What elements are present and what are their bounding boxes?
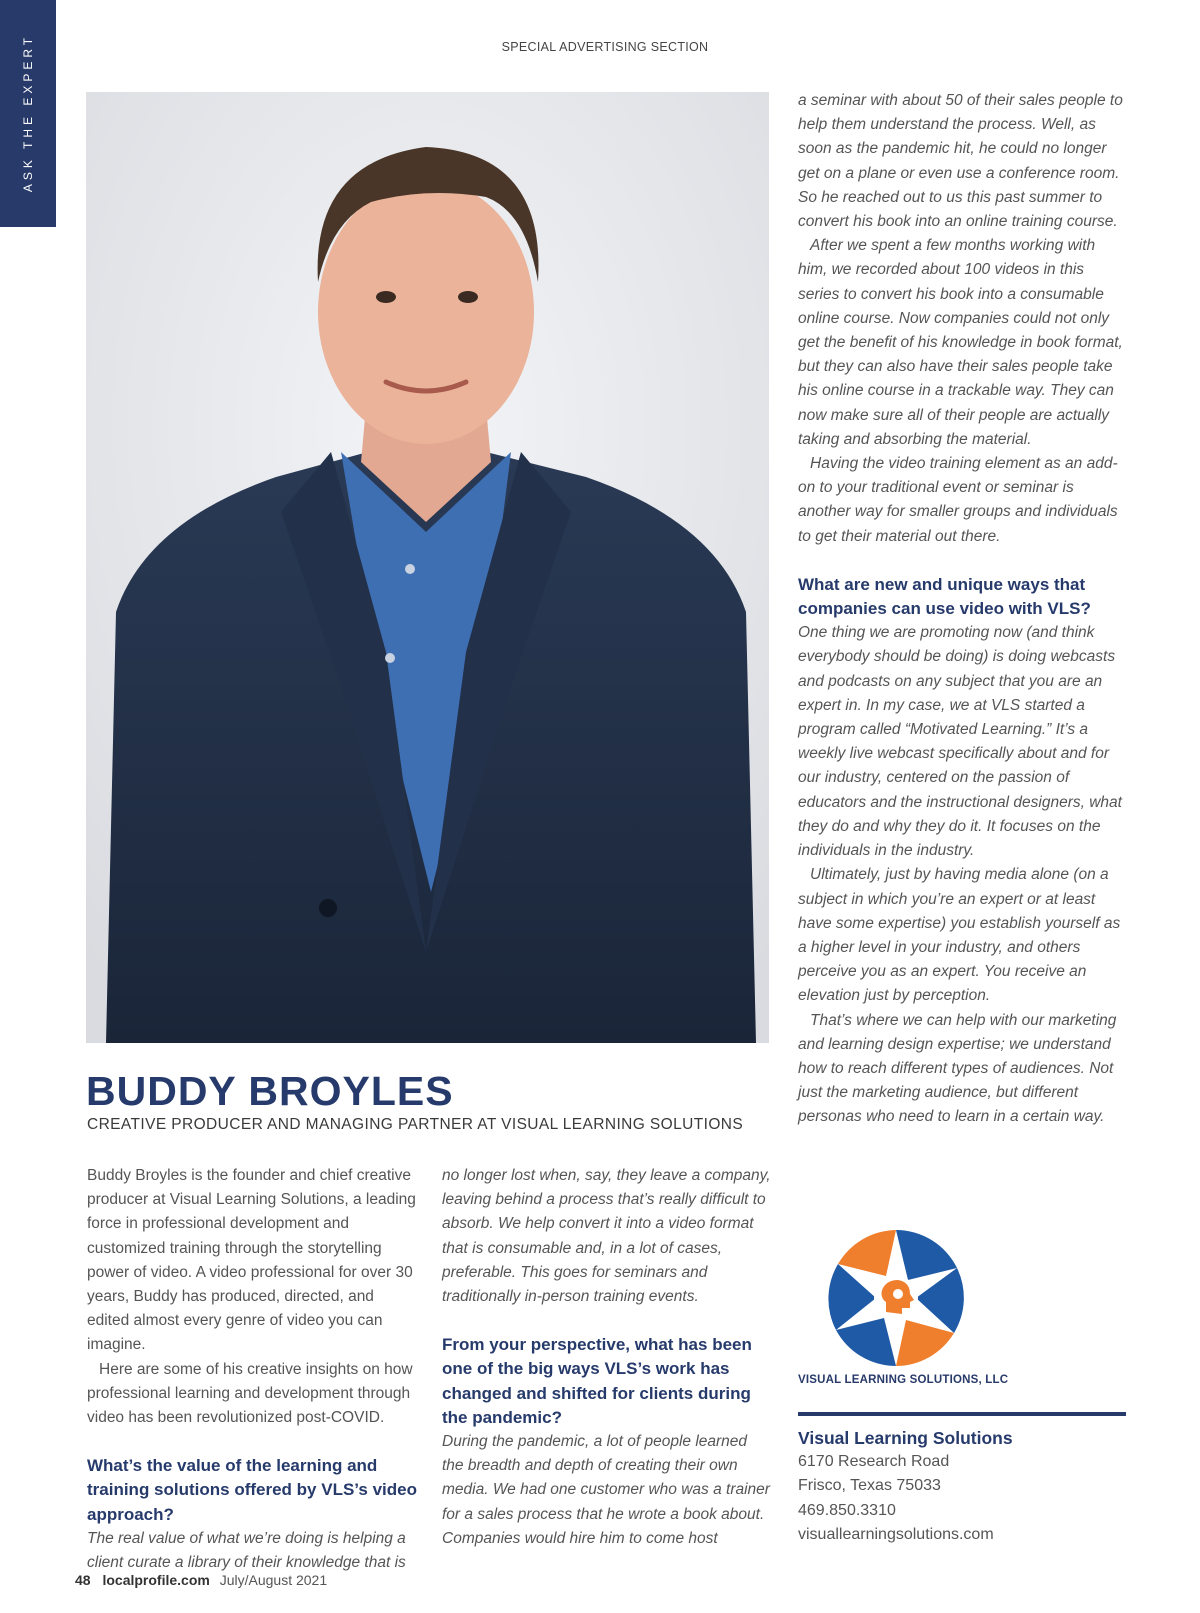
intro-paragraph-2: Here are some of his creative insights on how professional learning and development through video has been revolutionized post-COVID. xyxy=(87,1360,413,1427)
question-3: What are new and unique ways that companies can use video with VLS? xyxy=(798,574,1091,619)
answer-2-continued: a seminar with about 50 of their sales people to help them understand the process. Well, as soon as the pandemic hit, he could no longer get on a plane or even use a conference room. So he reached out to us this past summer to convert his book into an online training course. xyxy=(798,92,1123,231)
contact-block xyxy=(798,1426,1126,1547)
article-column-1 xyxy=(87,1164,417,1575)
answer-3-paragraph-2: Ultimately, just by having media alone (on a subject in which you’re an expert or at least have some expertise) you establish yourself as a higher level in your industry, and others perceive you as an expert. You receive an elevation just by perception. xyxy=(798,866,1121,1005)
vls-logo-icon xyxy=(826,1228,966,1368)
contact-name: Visual Learning Solutions xyxy=(798,1428,1013,1448)
logo-caption: VISUAL LEARNING SOLUTIONS, LLC xyxy=(798,1374,1009,1386)
profile-title: CREATIVE PRODUCER AND MANAGING PARTNER AT VISUAL LEARNING SOLUTIONS xyxy=(87,1116,744,1133)
contact-website-link[interactable]: visuallearningsolutions.com xyxy=(798,1525,994,1543)
answer-1: The real value of what we’re doing is helping a client curate a library of their knowledge that is xyxy=(87,1529,406,1572)
question-1: What’s the value of the learning and training solutions offered by VLS’s video approach? xyxy=(87,1456,417,1524)
portrait-photo xyxy=(86,92,769,1043)
profile-name: BUDDY BROYLES xyxy=(86,1068,454,1114)
answer-3-paragraph-3: That’s where we can help with our marketing and learning design expertise; we understand how to reach different types of audiences. Not just the marketing audience, but different personas who need to learn in a certain way. xyxy=(798,1011,1117,1126)
section-tab-label: ASK THE EXPERT xyxy=(21,33,35,193)
running-head: SPECIAL ADVERTISING SECTION xyxy=(501,40,709,54)
answer-1-continued: no longer lost when, say, they leave a company, leaving behind a process that’s really difficult to absorb. We help convert it into a video format that is consumable and, in a lot of cases, preferable. This goes for seminars and traditionally in-person training events. xyxy=(442,1167,771,1306)
answer-2-paragraph-2: After we spent a few months working with him, we recorded about 100 videos in this series to convert his book into a consumable online course. Now companies could not only get the benefit of his knowledge in book format, but they can also have their sales people take his online course in a trackable way. They can now make sure all of their people are actually taking and absorbing the material. xyxy=(798,237,1123,448)
divider xyxy=(798,1412,1126,1416)
section-tab xyxy=(0,0,56,227)
article-column-2 xyxy=(442,1164,772,1551)
intro-paragraph: Buddy Broyles is the founder and chief creative producer at Visual Learning Solutions, a leading force in professional development and customized training through the storytelling power of video. A video professional for over 30 years, Buddy has produced, directed, and edited almost every genre of video you can imagine. xyxy=(87,1167,416,1354)
page-number: 48 xyxy=(75,1572,91,1588)
contact-address-line-1: 6170 Research Road xyxy=(798,1453,950,1471)
answer-3: One thing we are promoting now (and think everybody should be doing) is doing webcasts and podcasts on any subject that you are an expert in. In my case, we at VLS started a program called “Motivated Learning.” It’s a weekly live webcast specifically about and for our industry, centered on the passion of educators and the instructional designers, what they do and why they do it. It focuses on the individuals in the industry. xyxy=(798,624,1122,860)
question-2: From your perspective, what has been one of the big ways VLS’s work has changed and shifted for clients during the pandemic? xyxy=(442,1335,752,1427)
answer-2: During the pandemic, a lot of people learned the breadth and depth of creating their own media. We had one customer who was a trainer for a sales process that he wrote a book about. Companies would hire him to come host xyxy=(442,1433,770,1547)
contact-phone: 469.850.3310 xyxy=(798,1501,896,1519)
article-column-3 xyxy=(798,89,1126,1130)
answer-2-paragraph-3: Having the video training element as an add-on to your traditional event or seminar is another way for smaller groups and individuals to get their material out there. xyxy=(798,455,1118,545)
footer-site-link[interactable]: localprofile.com xyxy=(102,1572,210,1588)
footer-issue: July/August 2021 xyxy=(219,1572,328,1588)
contact-address-line-2: Frisco, Texas 75033 xyxy=(798,1477,941,1495)
page-footer xyxy=(75,1572,327,1588)
